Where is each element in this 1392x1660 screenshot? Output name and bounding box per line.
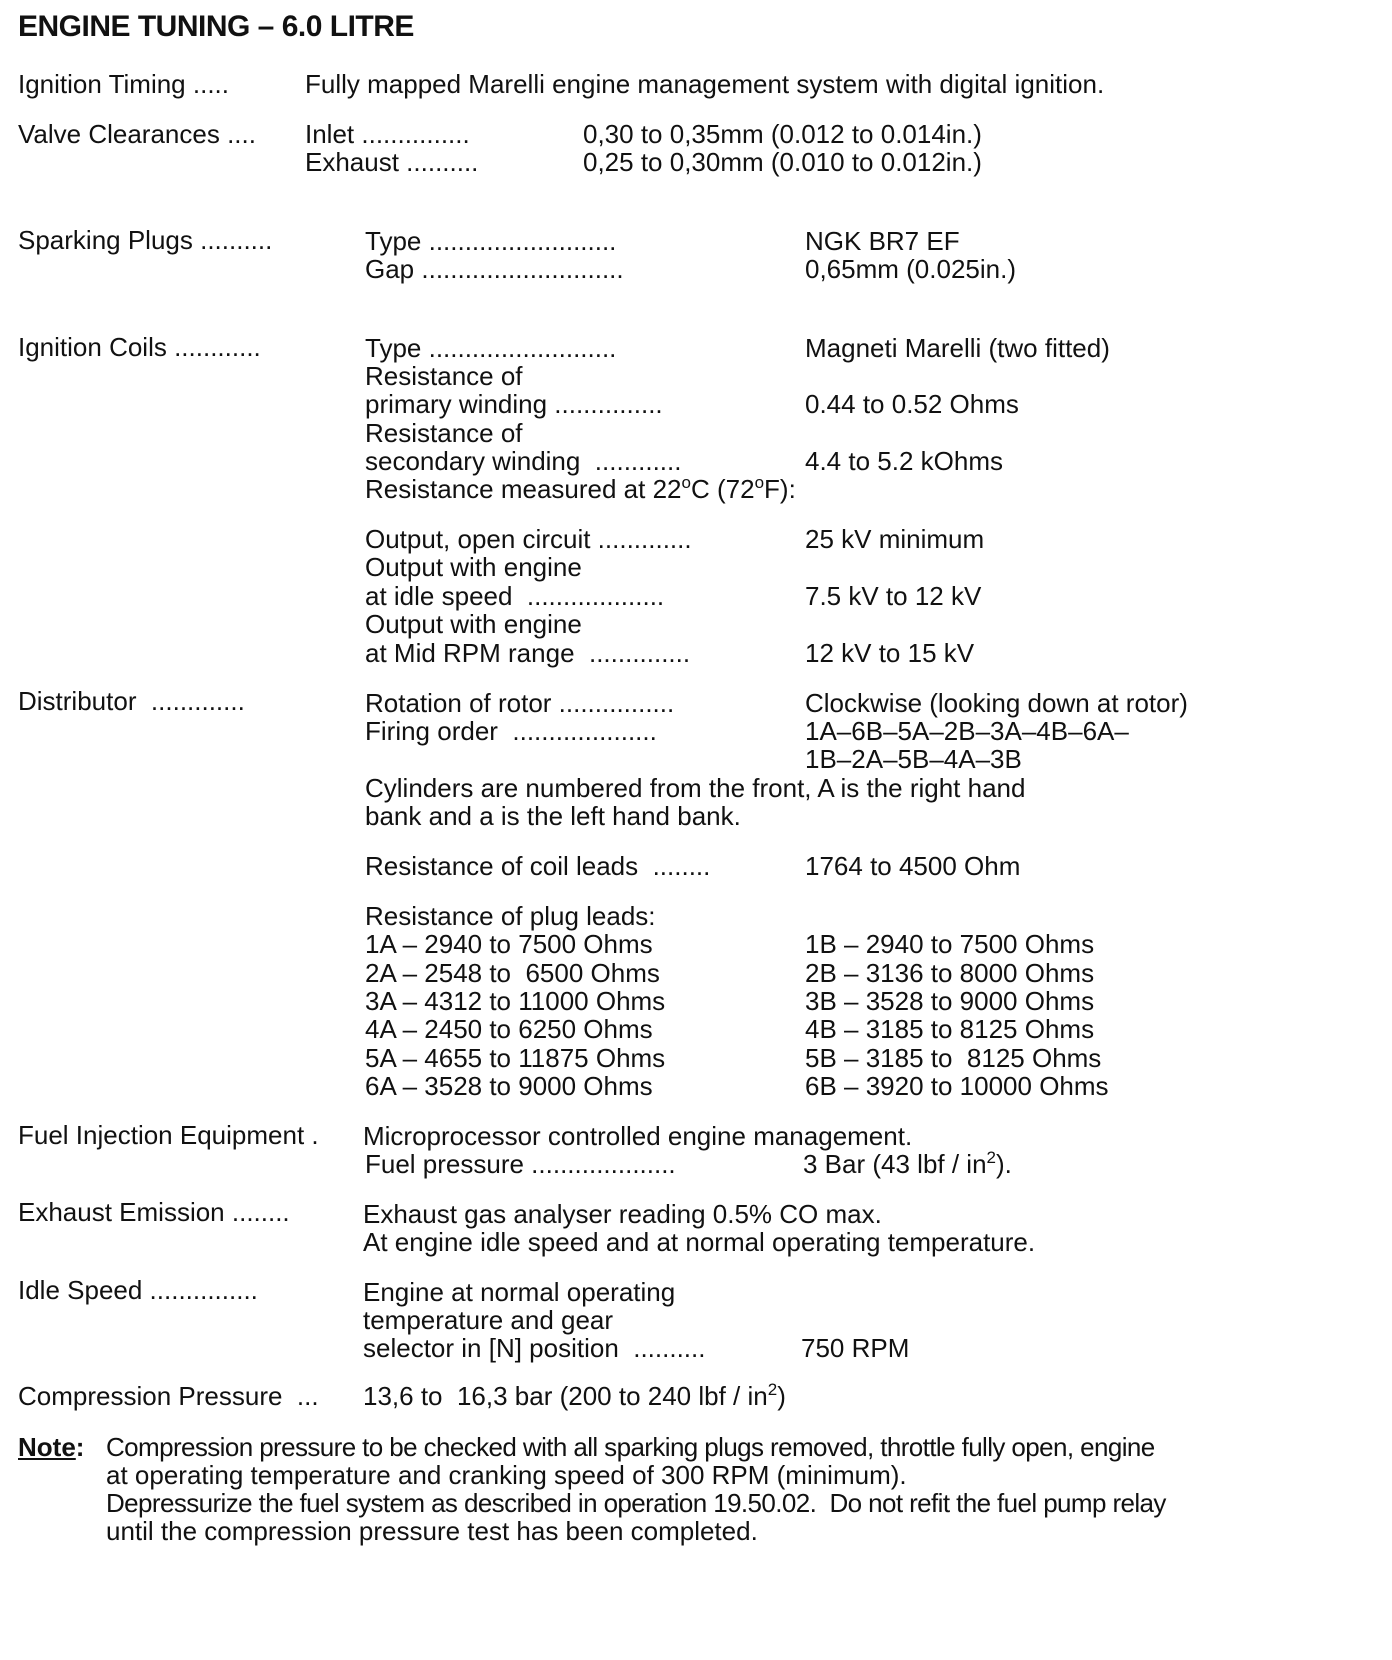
note-line2: at operating temperature and cranking speed of 300 RPM (minimum). [106, 1460, 907, 1490]
plug-lead-a: 5A – 4655 to 11875 Ohms [365, 1043, 666, 1073]
exhaust-emission-value-line2: At engine idle speed and at normal operating temperature. [363, 1227, 1036, 1257]
output-open-value: 25 kV minimum [805, 524, 985, 554]
output-mid-value: 12 kV to 15 kV [805, 638, 975, 668]
output-idle-value: 7.5 kV to 12 kV [805, 581, 982, 611]
inlet-label: Inlet ............... [305, 119, 470, 149]
plug-gap-label: Gap ............................ [365, 254, 624, 284]
exhaust-emission-label: Exhaust Emission ........ [18, 1197, 290, 1227]
exhaust-label: Exhaust .......... [305, 147, 479, 177]
primary-resistance-value: 0.44 to 0.52 Ohms [805, 389, 1019, 419]
primary-resistance-line2: primary winding ............... [365, 389, 663, 419]
primary-resistance-line1: Resistance of [365, 361, 523, 391]
secondary-resistance-line2: secondary winding ............ [365, 446, 682, 476]
plug-lead-b: 2B – 3136 to 8000 Ohms [805, 958, 1095, 988]
fuel-injection-label: Fuel Injection Equipment . [18, 1120, 319, 1150]
ignition-coils-label: Ignition Coils ............ [18, 332, 261, 362]
note-line1: Compression pressure to be checked with all sparking plugs removed, throttle fully open, engine [106, 1432, 1155, 1462]
coil-type-label: Type .......................... [365, 333, 617, 363]
rotation-value: Clockwise (looking down at rotor) [805, 688, 1188, 718]
note-label: Note: [18, 1432, 85, 1462]
idle-speed-line3: selector in [N] position .......... [363, 1333, 706, 1363]
plug-lead-a: 6A – 3528 to 9000 Ohms [365, 1071, 653, 1101]
firing-order-value-line1: 1A–6B–5A–2B–3A–4B–6A– [805, 716, 1129, 746]
plug-lead-b: 5B – 3185 to 8125 Ohms [805, 1043, 1102, 1073]
plug-lead-b: 4B – 3185 to 8125 Ohms [805, 1014, 1095, 1044]
firing-order-value-line2: 1B–2A–5B–4A–3B [805, 744, 1022, 774]
fuel-pressure-value: 3 Bar (43 lbf / $in^2$). [803, 1148, 1012, 1179]
distributor-label: Distributor ............. [18, 686, 245, 716]
coil-type-value: Magneti Marelli (two fitted) [805, 333, 1110, 363]
compression-pressure-label: Compression Pressure ... [18, 1381, 319, 1411]
idle-speed-line1: Engine at normal operating [363, 1277, 676, 1307]
sparking-plugs-label: Sparking Plugs .......... [18, 225, 273, 255]
firing-order-label: Firing order .................... [365, 716, 657, 746]
plug-lead-b: 6B – 3920 to 10000 Ohms [805, 1071, 1109, 1101]
secondary-resistance-value: 4.4 to 5.2 kOhms [805, 446, 1003, 476]
rotation-label: Rotation of rotor ................ [365, 688, 675, 718]
resistance-measured-note: Resistance measured at 22$^o$C (72$^o$F): [365, 473, 796, 504]
plug-lead-a: 2A – 2548 to 6500 Ohms [365, 958, 660, 988]
page-title: ENGINE TUNING – 6.0 LITRE [18, 10, 414, 43]
inlet-value: 0,30 to 0,35mm (0.012 to 0.014in.) [583, 119, 982, 149]
output-mid-line1: Output with engine [365, 609, 582, 639]
output-mid-line2: at Mid RPM range .............. [365, 638, 691, 668]
output-idle-line2: at idle speed ................... [365, 581, 665, 611]
ignition-timing-label: Ignition Timing ..... [18, 69, 229, 99]
output-open-label: Output, open circuit ............. [365, 524, 692, 554]
plug-lead-b: 1B – 2940 to 7500 Ohms [805, 929, 1095, 959]
note-line4: until the compression pressure test has been completed. [106, 1516, 758, 1546]
fuel-injection-value: Microprocessor controlled engine management. [363, 1121, 913, 1151]
plug-type-value: NGK BR7 EF [805, 226, 960, 256]
plug-gap-value: 0,65mm (0.025in.) [805, 254, 1016, 284]
plug-lead-b: 3B – 3528 to 9000 Ohms [805, 986, 1095, 1016]
idle-speed-line2: temperature and gear [363, 1305, 614, 1335]
fuel-pressure-label: Fuel pressure .................... [365, 1149, 676, 1179]
idle-speed-label: Idle Speed ............... [18, 1275, 258, 1305]
valve-clearances-label: Valve Clearances .... [18, 119, 256, 149]
plug-type-label: Type .......................... [365, 226, 617, 256]
idle-speed-rpm: 750 RPM [801, 1333, 910, 1363]
exhaust-emission-value-line1: Exhaust gas analyser reading 0.5% CO max. [363, 1199, 882, 1229]
exhaust-value: 0,25 to 0,30mm (0.010 to 0.012in.) [583, 147, 982, 177]
cylinder-note-line1: Cylinders are numbered from the front, A is the right hand [365, 773, 1026, 803]
cylinder-note-line2: bank and a is the left hand bank. [365, 801, 741, 831]
coil-leads-label: Resistance of coil leads ........ [365, 851, 711, 881]
output-idle-line1: Output with engine [365, 552, 582, 582]
plug-lead-a: 1A – 2940 to 7500 Ohms [365, 929, 653, 959]
coil-leads-value: 1764 to 4500 Ohm [805, 851, 1021, 881]
note-line3: Depressurize the fuel system as described in operation 19.50.02. Do not refit the fuel pump relay [106, 1488, 1166, 1518]
compression-pressure-value: 13,6 to 16,3 bar (200 to 240 lbf / $in^2$) [363, 1380, 786, 1411]
plug-lead-a: 4A – 2450 to 6250 Ohms [365, 1014, 653, 1044]
plug-lead-a: 3A – 4312 to 11000 Ohms [365, 986, 666, 1016]
plug-leads-label: Resistance of plug leads: [365, 901, 656, 931]
secondary-resistance-line1: Resistance of [365, 418, 523, 448]
ignition-timing-value: Fully mapped Marelli engine management system with digital ignition. [305, 69, 1105, 99]
